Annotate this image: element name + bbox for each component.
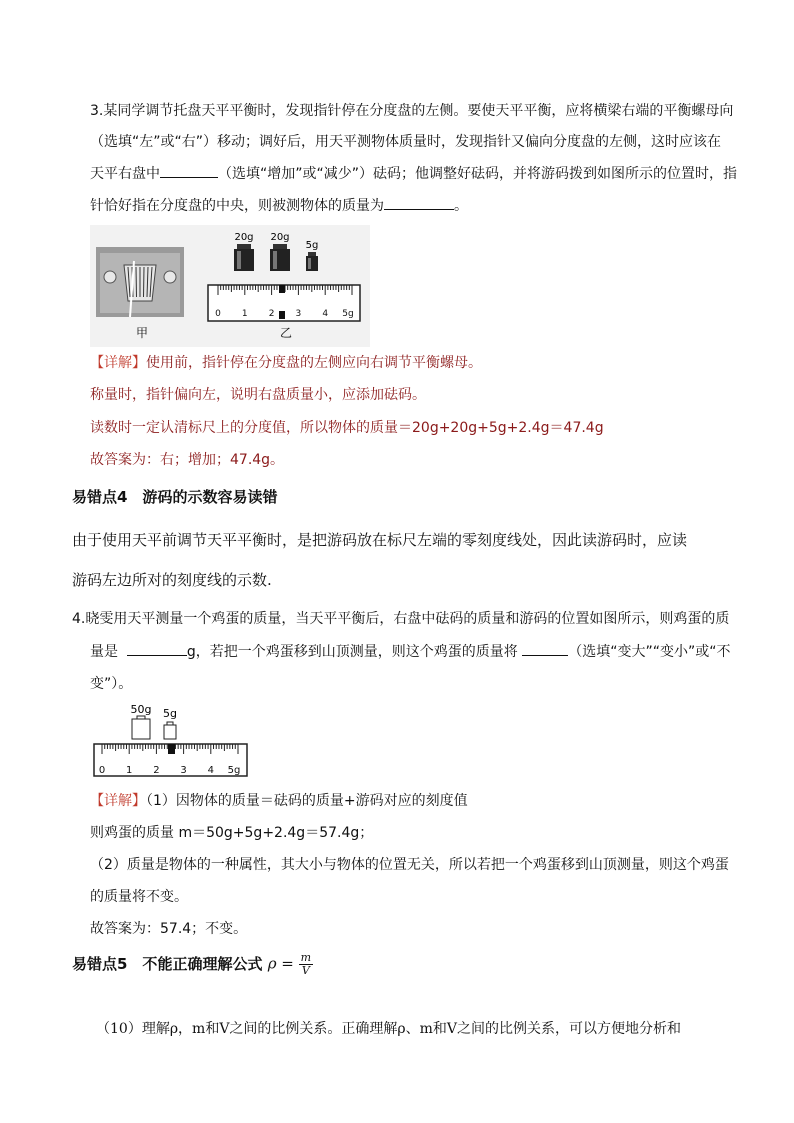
q4-answer: 故答案为：57.4；不变。 [90, 921, 248, 937]
q4-weight-label-2: 5g [163, 707, 177, 720]
q3-detail3: 读数时一定认清标尺上的分度值，所以物体的质量＝20g+20g+5g+2.4g＝47.4g [90, 420, 604, 436]
q3-ruler-tick-label: 5g [342, 309, 354, 319]
point4-body1: 由于使用天平前调节天平平衡时，是把游码放在标尺左端的零刻度线处，因此读游码时，应读 [72, 531, 688, 549]
formula-fraction [299, 952, 313, 977]
formula-numerator: m [300, 951, 312, 964]
q3-ruler-tick-label: 4 [322, 309, 329, 319]
q3-ruler-tick-label: 3 [295, 309, 302, 319]
q3-rider [279, 285, 285, 293]
q4-detail2: 则鸡蛋的质量 m＝50g+5g+2.4g＝57.4g； [90, 825, 374, 841]
q4-weight-label-1: 50g [130, 703, 152, 716]
q4-ruler-tick-label: 3 [180, 765, 187, 776]
formula-lhs: ρ = [267, 954, 294, 973]
point4-heading: 易错点4 游码的示数容易读错 [72, 488, 278, 506]
q4-weights [131, 703, 177, 739]
q3-line2 [90, 131, 721, 152]
point5-body1: （10）理解ρ，m和V之间的比例关系。正确理解ρ、m和V之间的比例关系，可以方便地分析和 [96, 1021, 682, 1037]
q3-answer: 故答案为：右；增加；47.4g。 [90, 452, 285, 468]
q3-blank-2[interactable] [160, 163, 218, 178]
q3-figure [90, 225, 370, 347]
q4-ruler-tick-label: 2 [153, 765, 160, 776]
q3-detail1 [90, 353, 482, 373]
q4-detail3: （2）质量是物体的一种属性，其大小与物体的位置无关，所以若把一个鸡蛋移到山顶测量，则这个鸡蛋 [90, 857, 729, 873]
q4-line2a: 量是 [90, 644, 118, 660]
density-formula [268, 952, 313, 977]
q4-detail-label: 【详解】 [90, 793, 146, 809]
q4-detail1 [90, 791, 468, 811]
q4-blank-2[interactable] [522, 641, 568, 656]
q3-weight-label-3: 5g [305, 240, 319, 251]
q3-blank-3[interactable] [384, 195, 454, 210]
q4-line2b: g，若把一个鸡蛋移到山顶测量，则这个鸡蛋的质量将 [186, 644, 518, 660]
q4-ruler [94, 744, 247, 776]
fig-jia-label: 甲 [135, 326, 149, 340]
q4-detail4: 的质量将不变。 [90, 889, 188, 905]
point5-heading-text: 易错点5 不能正确理解公式 [72, 955, 263, 973]
q3-detail2: 称量时，指针偏向左，说明右盘质量小，应添加砝码。 [90, 387, 426, 403]
point4-body2: 游码左边所对的刻度线的示数. [72, 571, 272, 589]
q4-line2 [90, 641, 731, 662]
q4-rider [168, 744, 175, 754]
q3-ruler-tick-label: 2 [268, 309, 275, 319]
q3-line4a: 针恰好指在分度盘的中央，则被测物体的质量为 [90, 198, 384, 214]
q4-figure [92, 700, 252, 780]
q3-line1: 3.某同学调节托盘天平平衡时，发现指针停在分度盘的左侧。要使天平平衡，应将横梁右端的平衡螺母向 [90, 103, 734, 119]
q4-blank-1[interactable] [127, 641, 187, 656]
q3-line2-text: （选填“左”或“右”）移动；调好后，用天平测物体质量时，发现指针又偏向分度盘的左侧，这时应该在 [90, 134, 722, 150]
q4-ruler-tick-label: 5g [227, 765, 241, 776]
q4-detail1-text: （1）因物体的质量＝砝码的质量+游码对应的刻度值 [146, 793, 468, 809]
q4-ruler-tick-label: 1 [126, 765, 133, 776]
q4-line3: 变”）。 [90, 676, 133, 692]
q3-line4b: 。 [454, 198, 468, 214]
q3-line3 [90, 163, 737, 184]
q3-detail-label: 【详解】 [90, 355, 146, 371]
q4-line2c: （选填“变大”“变小”或“不 [568, 644, 731, 660]
q3-line3b: （选填“增加”或“减少”）砝码；他调整好砝码，并将游码拨到如图所示的位置时，指 [218, 166, 738, 182]
q3-line4 [90, 195, 468, 216]
q4-ruler-tick-label: 0 [98, 765, 106, 776]
q3-ruler [208, 285, 360, 321]
q4-ruler-tick-label: 4 [207, 765, 214, 776]
scale-dial-image [96, 247, 184, 317]
q4-line1: 4.晓雯用天平测量一个鸡蛋的质量，当天平平衡后，右盘中砝码的质量和游码的位置如图所示，则鸡蛋的质 [72, 611, 730, 627]
point5-heading [72, 952, 313, 977]
q3-detail1-text: 使用前，指针停在分度盘的左侧应向右调节平衡螺母。 [146, 355, 482, 371]
fig-yi-label: 乙 [279, 326, 293, 340]
q3-ruler-tick-label: 0 [215, 309, 221, 319]
q3-weight-label-1: 20g [234, 232, 254, 243]
q3-line3a: 天平右盘中 [90, 166, 160, 182]
formula-denominator: V [301, 964, 310, 977]
q3-ruler-tick-label: 1 [241, 309, 248, 319]
q3-weight-label-2: 20g [270, 232, 290, 243]
